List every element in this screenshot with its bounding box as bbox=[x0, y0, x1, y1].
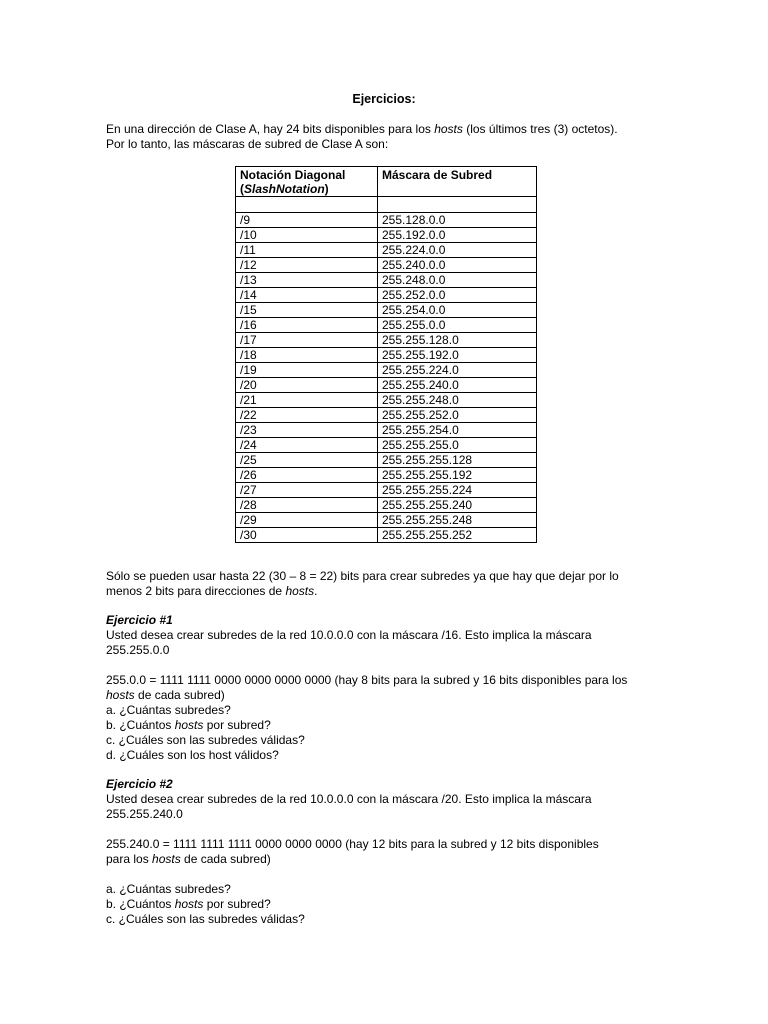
table-row bbox=[236, 513, 537, 528]
question-hosts-emphasis: hosts bbox=[174, 897, 204, 911]
exercise-2-desc-line-2: 255.255.240.0 bbox=[106, 807, 183, 821]
exercise-2-question-b bbox=[106, 897, 666, 912]
exercise-1-desc-line-1: Usted desea crear subredes de la red 10.0.0.0 con la máscara /16. Esto implica la máscara bbox=[106, 628, 592, 642]
subnet-mask-cell: 255.192.0.0 bbox=[378, 228, 537, 243]
slash-notation-cell: /27 bbox=[236, 483, 378, 498]
exercise-2-binary-line-2 bbox=[106, 852, 666, 867]
table-row bbox=[236, 303, 537, 318]
exercise-1-question-d: d. ¿Cuáles son los host válidos? bbox=[106, 748, 279, 762]
subnet-mask-cell: 255.255.0.0 bbox=[378, 318, 537, 333]
exercise-1-binary-line-1: 255.0.0 = 1111 1111 0000 0000 0000 0000 (hay 8 bits para la subred y 16 bits disponibles para los bbox=[106, 673, 628, 687]
table-row bbox=[236, 393, 537, 408]
subnet-mask-cell: 255.254.0.0 bbox=[378, 303, 537, 318]
table-row bbox=[236, 333, 537, 348]
subnet-mask-cell: 255.255.255.252 bbox=[378, 528, 537, 543]
intro-text: En una dirección de Clase A, hay 24 bits disponibles para los bbox=[106, 122, 435, 136]
subnet-mask-cell: 255.255.255.240 bbox=[378, 498, 537, 513]
subnet-mask-cell: 255.128.0.0 bbox=[378, 213, 537, 228]
intro-text-tail: (los últimos tres (3) octetos). bbox=[462, 122, 618, 136]
table-row bbox=[236, 348, 537, 363]
slash-notation-cell: /29 bbox=[236, 513, 378, 528]
exercise-1-question-c: c. ¿Cuáles son las subredes válidas? bbox=[106, 733, 305, 747]
slash-notation-cell: /13 bbox=[236, 273, 378, 288]
note-line-2 bbox=[106, 584, 666, 599]
exercise-1-title: Ejercicio #1 bbox=[106, 613, 173, 627]
subnet-mask-cell: 255.240.0.0 bbox=[378, 258, 537, 273]
header-paren-open: ( bbox=[240, 182, 244, 196]
slash-notation-cell: /9 bbox=[236, 213, 378, 228]
table-row bbox=[236, 363, 537, 378]
binary-text-tail: de cada subred) bbox=[180, 852, 271, 866]
exercise-1-question-b bbox=[106, 718, 666, 733]
table-row bbox=[236, 468, 537, 483]
intro-line-1 bbox=[106, 122, 666, 137]
exercise-1-binary-line-2 bbox=[106, 688, 666, 703]
subnet-mask-cell: 255.252.0.0 bbox=[378, 288, 537, 303]
slash-notation-cell: /19 bbox=[236, 363, 378, 378]
spacer bbox=[106, 867, 666, 882]
question-text: b. ¿Cuántos bbox=[106, 718, 175, 732]
note-line-1: Sólo se pueden usar hasta 22 (30 – 8 = 22) bits para crear subredes ya que hay que dejar por lo bbox=[106, 569, 619, 583]
slash-notation-cell: /30 bbox=[236, 528, 378, 543]
exercise-1-question-a: a. ¿Cuántas subredes? bbox=[106, 703, 231, 717]
subnet-mask-cell: 255.255.248.0 bbox=[378, 393, 537, 408]
table-row bbox=[236, 423, 537, 438]
subnet-mask-cell: 255.255.224.0 bbox=[378, 363, 537, 378]
table-row bbox=[236, 528, 537, 543]
intro-paragraph bbox=[106, 122, 666, 152]
exercise-1-desc-line-2: 255.255.0.0 bbox=[106, 643, 170, 657]
binary-hosts-emphasis: hosts bbox=[152, 852, 181, 866]
slash-notation-cell: /20 bbox=[236, 378, 378, 393]
subnet-mask-cell: 255.255.255.248 bbox=[378, 513, 537, 528]
question-hosts-emphasis: hosts bbox=[174, 718, 204, 732]
slash-notation-cell: /22 bbox=[236, 408, 378, 423]
header-paren-close: ) bbox=[324, 182, 329, 196]
table-row bbox=[236, 408, 537, 423]
header-slash-notation bbox=[236, 167, 378, 197]
table-header-row bbox=[236, 167, 537, 197]
table-row bbox=[236, 228, 537, 243]
question-text-tail: por subred? bbox=[203, 718, 271, 732]
subnet-mask-cell: 255.255.255.192 bbox=[378, 468, 537, 483]
header-subnet-mask: Máscara de Subred bbox=[378, 167, 537, 197]
table-row bbox=[236, 378, 537, 393]
slash-notation-cell: /28 bbox=[236, 498, 378, 513]
slash-notation-cell: /26 bbox=[236, 468, 378, 483]
subnet-mask-cell: 255.255.252.0 bbox=[378, 408, 537, 423]
exercise-2-question-c: c. ¿Cuáles son las subredes válidas? bbox=[106, 912, 305, 926]
table-row bbox=[236, 318, 537, 333]
table-row bbox=[236, 438, 537, 453]
table-row bbox=[236, 213, 537, 228]
note-paragraph bbox=[106, 569, 666, 599]
subnet-mask-cell: 255.255.255.224 bbox=[378, 483, 537, 498]
header-slash-emphasis: SlashNotation bbox=[244, 182, 325, 196]
subnet-mask-cell: 255.248.0.0 bbox=[378, 273, 537, 288]
slash-notation-cell: /10 bbox=[236, 228, 378, 243]
table-row bbox=[236, 498, 537, 513]
slash-notation-cell: /17 bbox=[236, 333, 378, 348]
subnet-mask-cell: 255.255.128.0 bbox=[378, 333, 537, 348]
subnet-mask-cell: 255.224.0.0 bbox=[378, 243, 537, 258]
subnet-mask-cell: 255.255.255.0 bbox=[378, 438, 537, 453]
table-row bbox=[236, 258, 537, 273]
binary-hosts-emphasis: hosts bbox=[106, 688, 135, 702]
exercise-2-title: Ejercicio #2 bbox=[106, 777, 173, 791]
blank-cell bbox=[378, 197, 537, 213]
note-hosts-emphasis: hosts bbox=[285, 584, 315, 598]
header-slash-line1: Notación Diagonal bbox=[240, 168, 346, 182]
question-text: b. ¿Cuántos bbox=[106, 897, 175, 911]
slash-notation-cell: /11 bbox=[236, 243, 378, 258]
slash-notation-cell: /12 bbox=[236, 258, 378, 273]
table-row bbox=[236, 288, 537, 303]
subnet-mask-cell: 255.255.254.0 bbox=[378, 423, 537, 438]
subnet-mask-cell: 255.255.255.128 bbox=[378, 453, 537, 468]
spacer bbox=[106, 822, 666, 837]
table-row bbox=[236, 273, 537, 288]
slash-notation-cell: /18 bbox=[236, 348, 378, 363]
slash-notation-cell: /15 bbox=[236, 303, 378, 318]
question-text-tail: por subred? bbox=[203, 897, 271, 911]
exercise-2-desc-line-1: Usted desea crear subredes de la red 10.0.0.0 con la máscara /20. Esto implica la máscara bbox=[106, 792, 592, 806]
exercise-2-question-a: a. ¿Cuántas subredes? bbox=[106, 882, 231, 896]
blank-cell bbox=[236, 197, 378, 213]
subnet-mask-cell: 255.255.240.0 bbox=[378, 378, 537, 393]
subnet-mask-cell: 255.255.192.0 bbox=[378, 348, 537, 363]
exercise-2 bbox=[106, 777, 666, 927]
exercise-2-binary-line-1: 255.240.0 = 1111 1111 1111 0000 0000 0000 (hay 12 bits para la subred y 12 bits disponibles bbox=[106, 837, 599, 851]
exercise-1 bbox=[106, 613, 666, 763]
spacer bbox=[106, 658, 666, 673]
slash-notation-cell: /14 bbox=[236, 288, 378, 303]
table-row bbox=[236, 483, 537, 498]
table-blank-row bbox=[236, 197, 537, 213]
table-row bbox=[236, 243, 537, 258]
intro-hosts-emphasis: hosts bbox=[434, 122, 463, 136]
slash-notation-cell: /16 bbox=[236, 318, 378, 333]
page-title: Ejercicios: bbox=[352, 92, 416, 106]
binary-text: para los bbox=[106, 852, 153, 866]
note-text: menos 2 bits para direcciones de bbox=[106, 584, 286, 598]
slash-notation-cell: /25 bbox=[236, 453, 378, 468]
subnet-mask-table bbox=[235, 166, 537, 543]
slash-notation-cell: /24 bbox=[236, 438, 378, 453]
binary-text: de cada subred) bbox=[134, 688, 225, 702]
table-row bbox=[236, 453, 537, 468]
intro-line-2: Por lo tanto, las máscaras de subred de Clase A son: bbox=[106, 137, 389, 151]
slash-notation-cell: /21 bbox=[236, 393, 378, 408]
slash-notation-cell: /23 bbox=[236, 423, 378, 438]
note-period: . bbox=[314, 584, 318, 598]
